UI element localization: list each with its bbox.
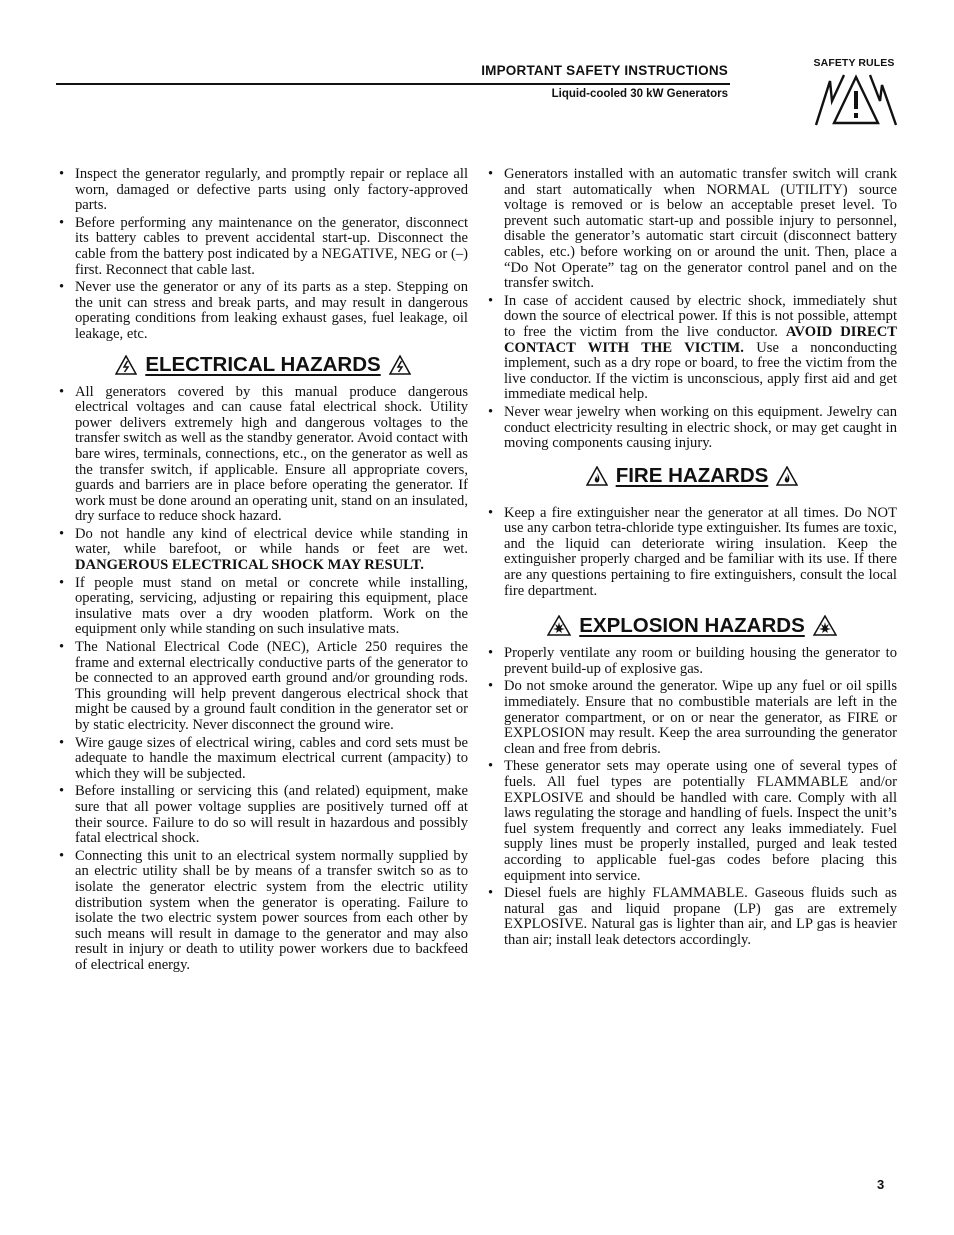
list-item-text: All generators covered by this manual produce dangerous electrical voltages and can cause fatal electrical shock. Utility power delivers extremely high and dangerous voltages to the transfer switch as well as the standby generator. Avoid contact with bare wires, terminals, connections, etc., on the generator as well as the transfer switch, if applicable. Ensure all appropriate covers, guards and barriers are in place before operating the generator. If work must be done around an operating unit, stand on an insulated, dry surface to reduce shock hazard. xyxy=(75,383,468,525)
list-item xyxy=(58,736,468,783)
general-safety-list xyxy=(58,167,468,343)
list-item: • Before performing any maintenance on the generator, disconnect its battery cables to prevent accidental start-up. Disconnect the cable from the battery post indicated by a NEGATIVE, NEG or (–) first. Reconnect that cable last. xyxy=(58,216,468,278)
list-item: • Never use the generator or any of its parts as a step. Stepping on the unit can stress and break parts, and may result in dangerous operating conditions from leaking exhaust gases, fuel leakage, oil leakage, etc. xyxy=(58,280,468,342)
list-item: • Do not smoke around the generator. Wipe up any fuel or oil spills immediately. Ensure that no combustible materials are left in the generator compartment, or on or near the generator, as FIRE or EXPLOSION may result. Keep the area surrounding the generator clean and free from debris. xyxy=(487,679,897,757)
list-item-text: Connecting this unit to an electrical system normally supplied by an electric utility shall be by means of a transfer switch so as to isolate the generator electric system from the electric utility distribution system when the generator is operating. Failure to isolate the two electric system power sources from each other by such means will result in damage to the generator and may also result in injury or death to utility power workers due to backfeed of electrical energy. xyxy=(75,847,468,973)
list-item-text: In case of accident caused by electric shock, immediately shut down the source of electrical power. If this is not possible, attempt to free the victim from the live conductor. xyxy=(504,292,897,340)
fire-hazards-heading xyxy=(487,463,897,487)
transfer-switch-list xyxy=(487,167,897,452)
right-column xyxy=(487,167,897,951)
list-item xyxy=(487,405,897,452)
electrical-hazards-title: ELECTRICAL HAZARDS xyxy=(145,352,381,376)
lightning-warning-icon xyxy=(814,71,898,127)
list-item xyxy=(58,640,468,734)
fire-warning-icon xyxy=(586,466,608,486)
list-item xyxy=(58,527,468,574)
list-item: • Properly ventilate any room or building housing the generator to prevent build-up of explosive gas. xyxy=(487,646,897,677)
fire-warning-icon xyxy=(776,466,798,486)
list-item-text: Generators installed with an automatic transfer switch will crank and start automatically when NORMAL (UTILITY) source voltage is removed or is below an acceptable preset level. To prevent such automatic start-up and possible injury to personnel, disable the generator’s automatic start circuit (disconnect battery cables, etc.) before working on or around the unit. Then, place a “Do Not Operate” tag on the generator control panel and on the transfer switch. xyxy=(504,166,897,292)
list-item-text: Before installing or servicing this (and related) equipment, make sure that all power voltage supplies are positively turned off at their source. Failure to do so will result in hazardous and possibly fatal electrical shock. xyxy=(75,783,468,847)
list-item: • These generator sets may operate using one of several types of fuels. All fuel types are potentially FLAMMABLE and/or EXPLOSIVE and should be handled with care. Comply with all laws regulating the storage and handling of fuels. Inspect the unit’s fuel system frequently and correct any leaks immediately. Fuel supply lines must be properly installed, purged and leak tested according to applicable fuel-gas codes before placing this equipment into service. xyxy=(487,759,897,884)
electrical-warning-icon xyxy=(389,355,411,375)
safety-rules-badge xyxy=(808,57,900,129)
left-column xyxy=(58,167,468,976)
list-item-text: If people must stand on metal or concrete while installing, operating, servicing, adjusting or repairing this equipment, place insulative mats over a dry wooden platform. Work on the equipment only while standing on such insulative mats. xyxy=(75,574,468,638)
fire-hazards-list xyxy=(487,506,897,600)
list-item: • Diesel fuels are highly FLAMMABLE. Gaseous fluids such as natural gas and liquid propane (LP) gas are extremely EXPLOSIVE. Natural gas is lighter than air, and LP gas is heavier than air; install leak detectors accordingly. xyxy=(487,886,897,948)
explosion-hazards-title: EXPLOSION HAZARDS xyxy=(579,613,805,637)
header-subtitle: Liquid-cooled 30 kW Generators xyxy=(551,88,728,100)
list-item: • Inspect the generator regularly, and promptly repair or replace all worn, damaged or defective parts using only factory-approved parts. xyxy=(58,167,468,214)
list-item xyxy=(58,576,468,638)
list-item-emphasis: DANGEROUS ELECTRICAL SHOCK MAY RESULT. xyxy=(75,557,424,574)
list-item-text: Never wear jewelry when working on this equipment. Jewelry can conduct electricity resulting in electric shock, or may get caught in moving components causing injury. xyxy=(504,403,897,452)
explosion-hazards-heading xyxy=(487,615,897,636)
list-item: • Keep a fire extinguisher near the generator at all times. Do NOT use any carbon tetra-chloride type extinguisher. Its fumes are toxic, and the liquid can deteriorate wiring insulation. Keep the extinguisher properly charged and be familiar with its use. If there are any questions pertaining to fire extinguishers, consult the local fire department. xyxy=(487,506,897,600)
header-rule xyxy=(56,83,730,85)
electrical-warning-icon xyxy=(115,355,137,375)
list-item xyxy=(58,849,468,974)
list-item-text: Wire gauge sizes of electrical wiring, cables and cord sets must be adequate to handle the maximum electrical current (ampacity) to which they will be subjected. xyxy=(75,734,468,782)
electrical-hazards-list xyxy=(58,385,468,974)
explosion-warning-icon xyxy=(813,615,837,636)
list-item xyxy=(487,294,897,403)
page-number: 3 xyxy=(877,1177,885,1192)
list-item xyxy=(58,784,468,846)
list-item-emphasis: AVOID DIRECT CONTACT WITH THE VICTIM. xyxy=(504,323,898,356)
explosion-warning-icon xyxy=(547,615,571,636)
electrical-hazards-heading xyxy=(58,352,468,376)
safety-rules-label: SAFETY RULES xyxy=(813,57,895,69)
list-item-text: Do not handle any kind of electrical device while standing in water, while barefoot, or while hands or feet are wet. xyxy=(75,525,468,558)
explosion-hazards-list xyxy=(487,646,897,948)
header-title: IMPORTANT SAFETY INSTRUCTIONS xyxy=(481,63,728,78)
list-item-text: Use a nonconducting implement, such as a dry rope or board, to free the victim from the live conductor. If the victim is unconscious, apply first aid and get immediate medical help. xyxy=(504,339,897,403)
fire-hazards-title: FIRE HAZARDS xyxy=(615,463,769,487)
list-item xyxy=(58,385,468,525)
list-item-text: The National Electrical Code (NEC), Article 250 requires the frame and external electrically conductive parts of the generator to be connected to an approved earth ground and/or grounding rods. This grounding will help prevent dangerous electrical shock that might be caused by a ground fault condition in the generator set or by static electricity. Never disconnect the ground wire. xyxy=(75,639,468,733)
list-item xyxy=(487,167,897,292)
